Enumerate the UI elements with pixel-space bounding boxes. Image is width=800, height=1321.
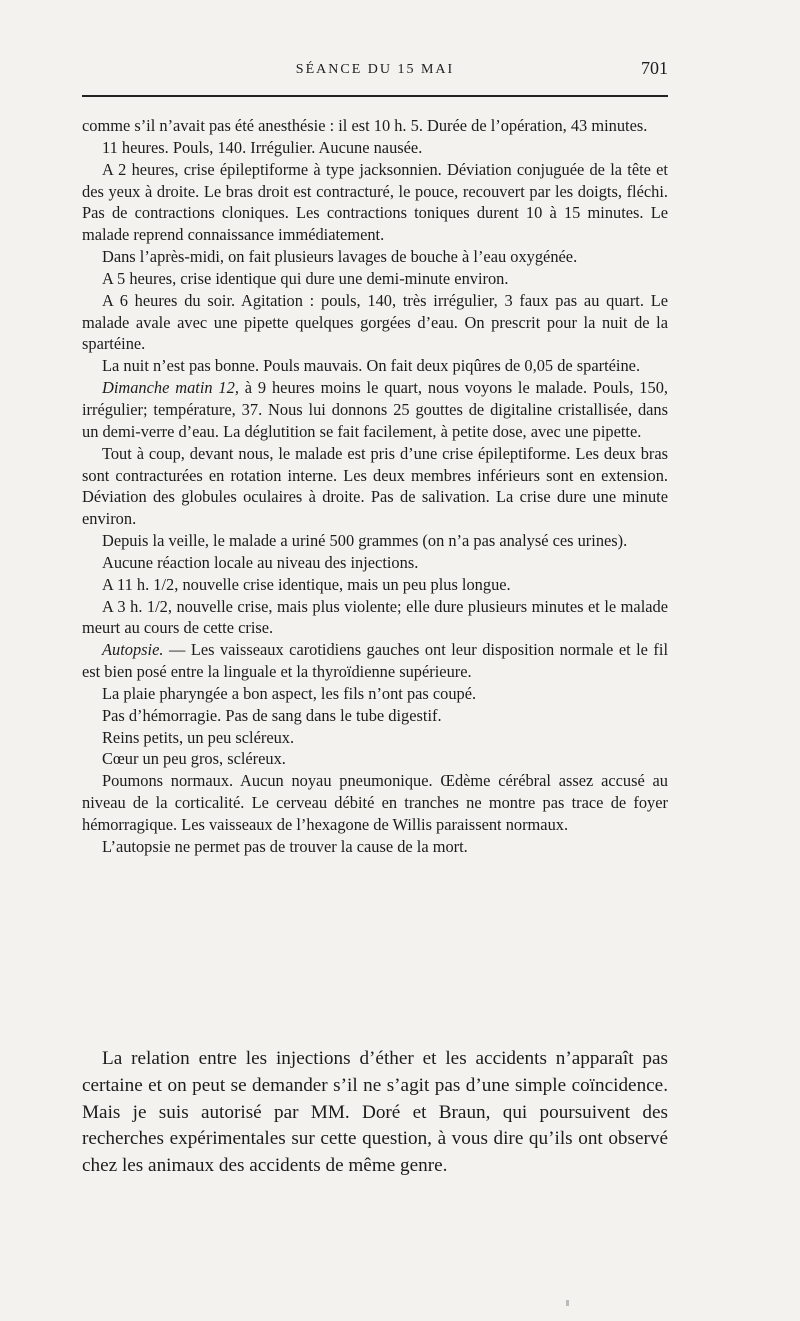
paragraph: Depuis la veille, le malade a uriné 500 grammes (on n’a pas analysé ces urines). bbox=[102, 531, 628, 551]
running-header bbox=[82, 58, 668, 88]
paragraph: Cœur un peu gros, scléreux. bbox=[102, 749, 286, 769]
scan-speck bbox=[566, 1300, 569, 1306]
autopsy-text: — Les vaisseaux carotidiens gauches ont leur disposition normale et le fil est bien posé entre la linguale et la thyroïdienne supérieure. bbox=[82, 640, 668, 682]
paragraph: Dans l’après-midi, on fait plusieurs lavages de bouche à l’eau oxygénée. bbox=[102, 247, 578, 267]
paragraph: L’autopsie ne permet pas de trouver la cause de la mort. bbox=[102, 836, 468, 856]
paragraph: A 6 heures du soir. Agitation : pouls, 140, très irrégulier, 3 faux pas au quart. Le malade avale avec une pipette quelques gorgées d’eau. On prescrit pour la nuit de la spartéine. bbox=[82, 290, 668, 354]
paragraph: Tout à coup, devant nous, le malade est pris d’une crise épileptiforme. Les deux bras sont contracturées en rotation interne. Les deux membres inférieurs sont en extension. Déviation des globules oculaires à droite. Pas de salivation. La crise dure une minute environ. bbox=[82, 443, 668, 529]
paragraph: La nuit n’est pas bonne. Pouls mauvais. On fait deux piqûres de 0,05 de spartéine. bbox=[102, 356, 641, 376]
sunday-label: Dimanche matin 12, bbox=[102, 378, 239, 398]
paragraph: A 11 h. 1/2, nouvelle crise identique, mais un peu plus longue. bbox=[102, 574, 511, 594]
paragraph bbox=[82, 639, 668, 683]
header-title: SÉANCE DU 15 MAI bbox=[295, 62, 455, 77]
conclusion-paragraph: La relation entre les injections d’éther et les accidents n’apparaît pas certaine et on peut se demander s’il ne s’agit pas d’une simple coïncidence. Mais je suis autorisé par MM. Doré et Braun, qui poursuivent des recherches expérimentales sur cette question, à vous dire qu’ils ont observé chez les animaux des accidents de même genre. bbox=[82, 1048, 668, 1177]
autopsy-label: Autopsie. bbox=[102, 640, 164, 660]
case-notes bbox=[82, 115, 668, 858]
page-number: 701 bbox=[641, 58, 668, 78]
paragraph: A 3 h. 1/2, nouvelle crise, mais plus violente; elle dure plusieurs minutes et le malade meurt au cours de cette crise. bbox=[82, 596, 668, 638]
paragraph: comme s’il n’avait pas été anesthésie : il est 10 h. 5. Durée de l’opération, 43 minutes. bbox=[82, 116, 648, 135]
paragraph: A 2 heures, crise épileptiforme à type jacksonnien. Déviation conjuguée de la tête et des yeux à droite. Le bras droit est contracturé, le pouce, recouvert par les doigts, fléchi. Pas de contractions cloniques. Les contractions toniques durent 10 à 15 minutes. Le malade reprend connaissance immédiatement. bbox=[82, 159, 668, 245]
paragraph: Pas d’hémorragie. Pas de sang dans le tube digestif. bbox=[102, 705, 442, 725]
paragraph: Poumons normaux. Aucun noyau pneumonique. Œdème cérébral assez accusé au niveau de la corticalité. Le cerveau débité en tranches ne montre pas trace de foyer hémorragique. Les vaisseaux de l’hexagone de Willis paraissent normaux. bbox=[82, 771, 668, 834]
conclusion bbox=[82, 1046, 668, 1180]
header-rule bbox=[82, 95, 668, 97]
sunday-text: à 9 heures moins le quart, nous voyons le malade. Pouls, 150, irrégulier; température, 37. Nous lui donnons 25 gouttes de digitaline cristallisée, dans un demi-verre d’eau. La déglutition se fait facilement, à petite dose, avec une pipette. bbox=[82, 378, 668, 441]
paragraph: A 5 heures, crise identique qui dure une demi-minute environ. bbox=[102, 268, 509, 288]
paragraph: Reins petits, un peu scléreux. bbox=[102, 727, 295, 747]
paragraph: La plaie pharyngée a bon aspect, les fils n’ont pas coupé. bbox=[102, 683, 477, 703]
paragraph: 11 heures. Pouls, 140. Irrégulier. Aucune nausée. bbox=[102, 137, 423, 157]
paragraph bbox=[82, 377, 668, 443]
paragraph: Aucune réaction locale au niveau des injections. bbox=[102, 552, 419, 572]
